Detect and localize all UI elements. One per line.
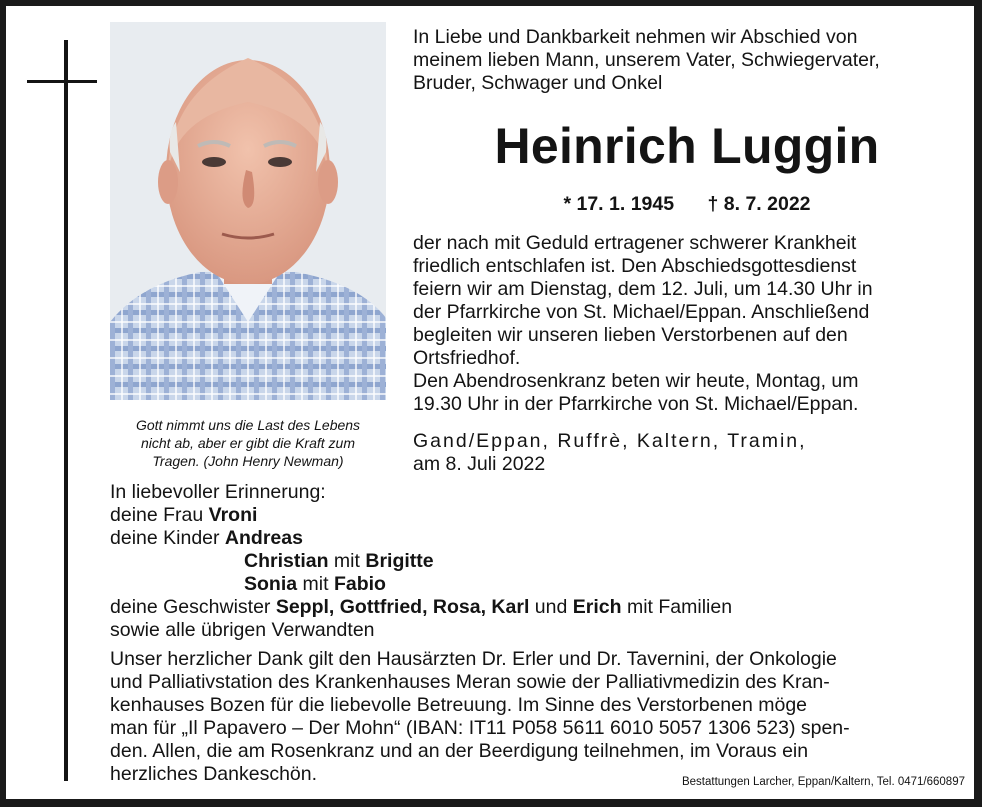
portrait-illustration (110, 22, 386, 400)
thanks-line: den. Allen, die am Rosenkranz und an der Beerdigung teilnehmen, im Voraus ein (110, 740, 809, 762)
intro-line: meinem lieben Mann, unserem Vater, Schwiegervater, (413, 49, 880, 71)
child-name: Christian (244, 550, 329, 572)
announcement-line: der nach mit Geduld ertragener schwerer Krankheit (413, 232, 857, 254)
intro-text (413, 26, 961, 95)
quote-line: Gott nimmt uns die Last des Lebens (135, 417, 361, 433)
obituary-notice (6, 6, 974, 799)
connector: und (529, 596, 573, 618)
place-list: Gand/Eppan, Ruffrè, Kaltern, Tramin, (413, 430, 807, 452)
death-date: † 8. 7. 2022 (707, 193, 811, 215)
child-name: Andreas (224, 527, 303, 549)
family-child-row (110, 550, 970, 573)
wife-name: Vroni (208, 504, 258, 526)
family-heading: In liebevoller Erinnerung: (110, 481, 326, 503)
announcement-line: Den Abendrosenkranz beten wir heute, Montag, um (413, 370, 859, 392)
family-wife (110, 504, 970, 527)
thanks-line: man für „Il Papavero – Der Mohn“ (IBAN: IT11 P058 5611 6010 5057 1306 523) spen- (110, 717, 850, 739)
portrait-photo (110, 22, 386, 400)
quote (110, 416, 386, 470)
announcement-line: friedlich entschlafen ist. Den Abschiedsgottesdienst (413, 255, 857, 277)
family-children (110, 527, 970, 550)
intro-line: In Liebe und Dankbarkeit nehmen wir Abschied von (413, 26, 858, 48)
family-list (110, 481, 970, 642)
announcement-line: feiern wir am Dienstag, dem 12. Juli, um 14.30 Uhr in (413, 278, 873, 300)
thanks-line: kenhauses Bozen für die liebevolle Betreuung. Im Sinne des Verstorbenen möge (110, 694, 808, 716)
quote-line: nicht ab, aber er gibt die Kraft zum (141, 435, 355, 451)
sibling-name: Erich (572, 596, 622, 618)
label: deine Frau (110, 504, 209, 526)
thanks-line: und Palliativstation des Krankenhauses Meran sowie der Palliativmedizin des Kran- (110, 671, 830, 693)
partner-name: Fabio (333, 573, 386, 595)
announcement-line: Ortsfriedhof. (413, 347, 521, 369)
partner-name: Brigitte (365, 550, 434, 572)
child-name: Sonia (244, 573, 298, 595)
families-suffix: mit Familien (621, 596, 733, 618)
announcement-line: 19.30 Uhr in der Pfarrkirche von St. Michael/Eppan. (413, 393, 859, 415)
connector: mit (328, 550, 366, 572)
thanks-line: Unser herzlicher Dank gilt den Hausärzten Dr. Erler und Dr. Tavernini, der Onkologie (110, 648, 837, 670)
announcement-line: der Pfarrkirche von St. Michael/Eppan. Anschließend (413, 301, 870, 323)
quote-line: Tragen. (John Henry Newman) (152, 453, 344, 469)
place-date: am 8. Juli 2022 (413, 453, 546, 475)
label: deine Kinder (110, 527, 225, 549)
family-siblings (110, 596, 970, 619)
deceased-name: Heinrich Luggin (494, 118, 880, 174)
label: deine Geschwister (110, 596, 276, 618)
family-child-row (110, 573, 970, 596)
birth-date: * 17. 1. 1945 (563, 193, 675, 215)
announcement-line: begleiten wir unseren lieben Verstorbenen auf den (413, 324, 848, 346)
intro-line: Bruder, Schwager und Onkel (413, 72, 663, 94)
sibling-names: Seppl, Gottfried, Rosa, Karl (275, 596, 530, 618)
life-dates (413, 192, 961, 216)
funeral-home-credit: Bestattungen Larcher, Eppan/Kaltern, Tel. 0471/660897 (681, 776, 965, 788)
announcement-text (413, 232, 961, 416)
cross-vertical-bar (64, 40, 68, 781)
cross-horizontal-bar (27, 80, 97, 83)
thanks-text (110, 648, 961, 786)
family-others: sowie alle übrigen Verwandten (110, 619, 375, 641)
thanks-line: herzliches Dankeschön. (110, 763, 318, 785)
connector: mit (297, 573, 334, 595)
